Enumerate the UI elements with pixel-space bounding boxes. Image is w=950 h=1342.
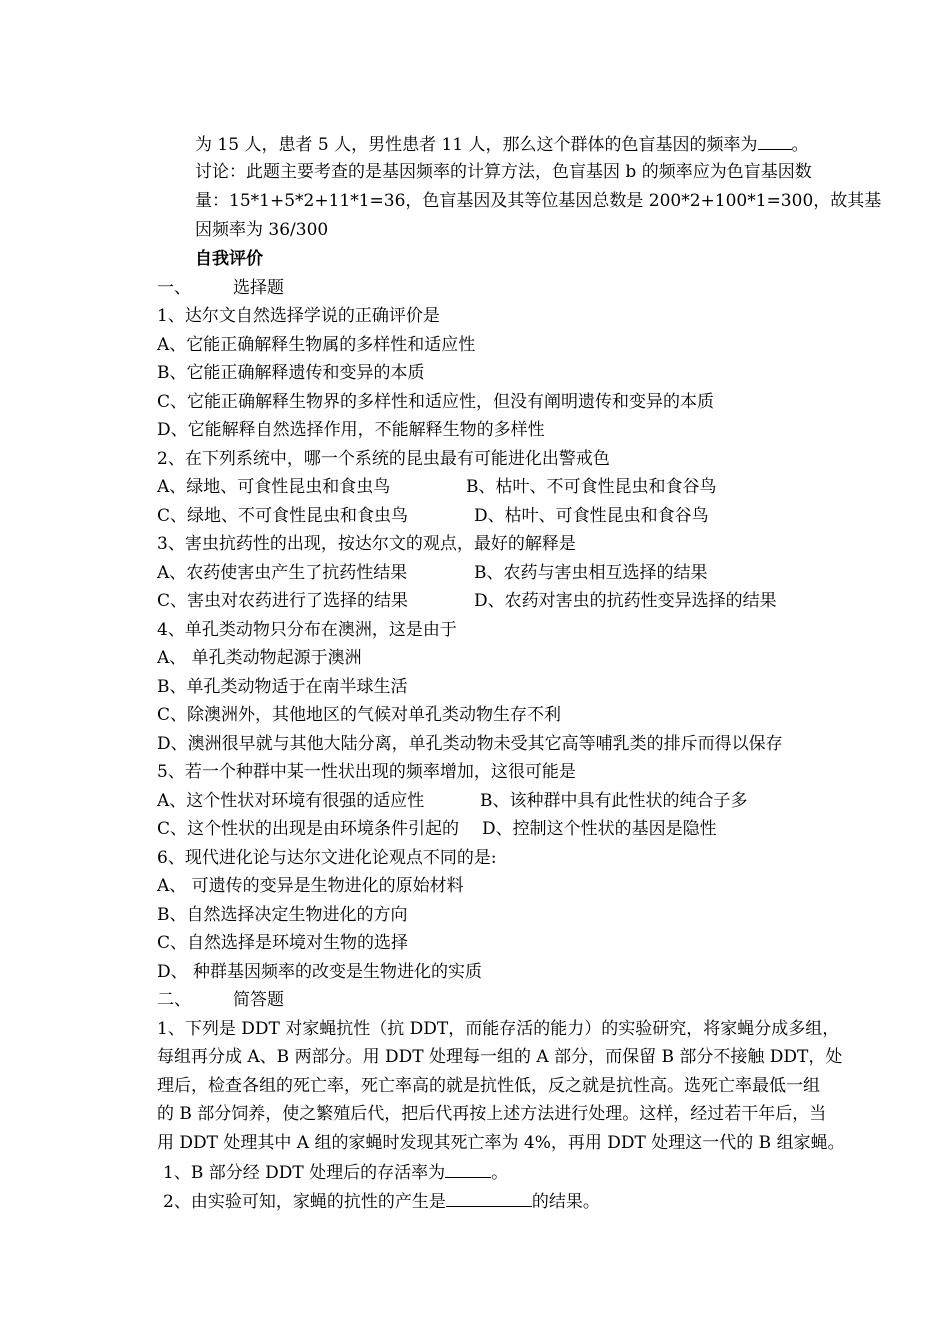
option: A、绿地、可食性昆虫和食虫鸟 xyxy=(157,477,391,497)
option: C、害虫对农药进行了选择的结果 xyxy=(157,591,409,611)
question-stem: 5、若一个种群中某一性状出现的频率增加，这很可能是 xyxy=(157,762,576,782)
option: D、枯叶、可食性昆虫和食谷鸟 xyxy=(474,506,709,526)
option: D、控制这个性状的基因是隐性 xyxy=(482,819,717,839)
answer-blank xyxy=(446,1188,532,1207)
option: C、除澳洲外，其他地区的气候对单孔类动物生存不利 xyxy=(157,705,562,725)
sub-question-2 xyxy=(163,1188,600,1214)
option: B、它能正确解释遗传和变异的本质 xyxy=(157,363,425,383)
intro-line-4: 因频率为 36/300 xyxy=(195,220,329,240)
intro-end: 。 xyxy=(791,135,809,155)
option: B、枯叶、不可食性昆虫和食谷鸟 xyxy=(466,477,717,497)
option: B、该种群中具有此性状的纯合子多 xyxy=(480,791,748,811)
option: D、农药对害虫的抗药性变异选择的结果 xyxy=(474,591,777,611)
intro-line-3: 量：15*1+5*2+11*1=36，色盲基因及其等位基因总数是 200*2+100*1=300，故其基 xyxy=(195,191,882,211)
option: D、澳洲很早就与其他大陆分离，单孔类动物未受其它高等哺乳类的排斥而得以保存 xyxy=(157,734,783,754)
option: C、绿地、不可食性昆虫和食虫鸟 xyxy=(157,506,409,526)
essay-line: 1、下列是 DDT 对家蝇抗性（抗 DDT，而能存活的能力）的实验研究，将家蝇分成多组， xyxy=(157,1019,840,1039)
option: C、自然选择是环境对生物的选择 xyxy=(157,933,409,953)
option: A、 单孔类动物起源于澳洲 xyxy=(157,648,362,668)
essay-line: 的 B 部分饲养，使之繁殖后代，把后代再按上述方法进行处理。这样，经过若干年后，当 xyxy=(157,1104,827,1124)
part2-heading xyxy=(157,988,284,1012)
sub-question-end: 。 xyxy=(491,1163,509,1183)
option: A、农药使害虫产生了抗药性结果 xyxy=(157,563,408,583)
part1-number: 一、 xyxy=(157,278,191,298)
option: A、这个性状对环境有很强的适应性 xyxy=(157,791,425,811)
part2-title: 简答题 xyxy=(233,990,284,1010)
sub-question-text: 2、由实验可知，家蝇的抗性的产生是 xyxy=(163,1192,446,1212)
essay-line: 用 DDT 处理其中 A 组的家蝇时发现其死亡率为 4%，再用 DDT 处理这一代的 B 组家蝇。 xyxy=(157,1133,845,1153)
option: B、单孔类动物适于在南半球生活 xyxy=(157,677,408,697)
part1-title: 选择题 xyxy=(233,278,284,298)
question-stem: 3、害虫抗药性的出现，按达尔文的观点，最好的解释是 xyxy=(157,534,576,554)
intro-text: 为 15 人，患者 5 人，男性患者 11 人，那么这个群体的色盲基因的频率为 xyxy=(195,135,758,155)
option: C、它能正确解释生物界的多样性和适应性，但没有阐明遗传和变异的本质 xyxy=(157,392,715,412)
part2-number: 二、 xyxy=(157,990,191,1010)
sub-question-text: 1、B 部分经 DDT 处理后的存活率为 xyxy=(163,1163,446,1183)
option: B、自然选择决定生物进化的方向 xyxy=(157,905,408,925)
option: D、它能解释自然选择作用，不能解释生物的多样性 xyxy=(157,420,545,440)
essay-line: 每组再分成 A、B 两部分。用 DDT 处理每一组的 A 部分，而保留 B 部分不接触 DDT，处 xyxy=(157,1047,843,1067)
question-stem: 1、达尔文自然选择学说的正确评价是 xyxy=(157,306,440,326)
sub-question-1 xyxy=(163,1159,508,1185)
sub-question-end: 的结果。 xyxy=(531,1192,600,1212)
part1-heading xyxy=(157,276,284,300)
question-stem: 6、现代进化论与达尔文进化论观点不同的是: xyxy=(157,848,497,868)
option: B、农药与害虫相互选择的结果 xyxy=(474,563,708,583)
question-stem: 2、在下列系统中，哪一个系统的昆虫最有可能进化出警戒色 xyxy=(157,449,610,469)
answer-blank xyxy=(445,1159,491,1178)
intro-line-1 xyxy=(195,131,809,157)
option: D、 种群基因频率的改变是生物进化的实质 xyxy=(157,962,483,982)
intro-line-2: 讨论：此题主要考查的是基因频率的计算方法，色盲基因 b 的频率应为色盲基因数 xyxy=(195,162,812,182)
option: A、 可遗传的变异是生物进化的原始材料 xyxy=(157,876,464,896)
question-stem: 4、单孔类动物只分布在澳洲，这是由于 xyxy=(157,620,457,640)
section-title: 自我评价 xyxy=(195,249,263,269)
option: A、它能正确解释生物属的多样性和适应性 xyxy=(157,335,476,355)
essay-line: 理后，检查各组的死亡率，死亡率高的就是抗性低，反之就是抗性高。选死亡率最低一组 xyxy=(157,1076,820,1096)
answer-blank xyxy=(758,131,792,150)
option: C、这个性状的出现是由环境条件引起的 xyxy=(157,819,460,839)
